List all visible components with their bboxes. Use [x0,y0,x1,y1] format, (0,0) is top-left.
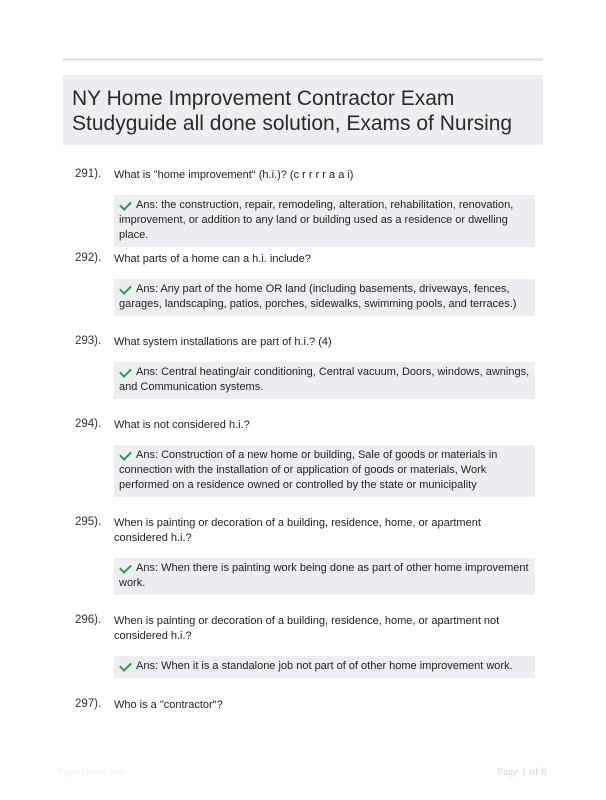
answer-prefix: Ans: [136,199,162,211]
question-item [75,698,535,713]
answer-box [114,195,535,247]
question-text: What is not considered h.i.? [114,419,250,431]
answer-prefix: Ans: [136,562,162,574]
question-text: What is "home improvement" (h.i.)? (c r r r r a a i) [114,169,354,181]
question-number: 296). [75,614,102,626]
question-text: When is painting or decoration of a building, residence, home, or apartment not considered h.i.? [114,615,500,642]
answer-text: When it is a standalone job not part of of other home improvement work. [161,660,513,672]
check-icon [119,448,132,461]
question-number: 293). [75,335,102,347]
question-number: 292). [75,252,102,264]
answer-text: Central heating/air conditioning, Central vacuum, Doors, windows, awnings, and Communication systems. [119,366,530,393]
answer-prefix: Ans: [136,449,162,461]
question-item [75,418,535,497]
title-line-1: NY Home Improvement Contractor Exam [72,87,455,110]
answer-box [114,445,535,497]
question-item [75,614,535,678]
question-text: What system installations are part of h.i.? (4) [114,336,332,348]
title-line-2: Studyguide all done solution, Exams of Nursing [72,112,513,135]
answer-text: the construction, repair, remodeling, alteration, rehabilitation, renovation, improvement, or addition to any land or building used as a residence or dwelling place. [119,199,514,241]
answer-prefix: Ans: [136,660,162,672]
check-icon [119,561,132,574]
question-text: Who is a "contractor"? [114,699,223,711]
check-icon [119,659,132,672]
check-icon [119,198,132,211]
question-item [75,252,535,316]
question-text: What parts of a home can a h.i. include? [114,253,311,265]
question-number: 294). [75,418,102,430]
question-item [75,516,535,595]
answer-prefix: Ans: [136,283,161,295]
answer-box [114,362,535,399]
answer-text: When there is painting work being done as part of other home improvement work. [119,562,529,589]
question-number: 297). [75,698,102,710]
answer-box [114,656,535,678]
answer-text: Construction of a new home or building, Sale of goods or materials in connection with the installation of or application of goods or materials, Work performed on a residence owned or controlled by the state or municipality [119,449,498,491]
answer-box [114,279,535,316]
top-divider [63,58,543,61]
question-number: 291). [75,168,102,180]
question-item [75,168,535,247]
answer-text: Any part of the home OR land (including basements, driveways, fences, garages, landscaping, patios, porches, sidewalks, swimming pools, and terraces.) [119,283,517,310]
answer-box [114,558,535,595]
question-number: 295). [75,516,102,528]
page-title [72,86,543,136]
check-icon [119,365,132,378]
footer-watermark: Paperlibrary.com [58,767,127,778]
title-box [63,75,543,145]
question-text: When is painting or decoration of a building, residence, home, or apartment considered h.i.? [114,517,481,544]
check-icon [119,282,132,295]
page-indicator: Page 1 of 8 [497,766,547,778]
question-item [75,335,535,399]
answer-prefix: Ans: [136,366,162,378]
